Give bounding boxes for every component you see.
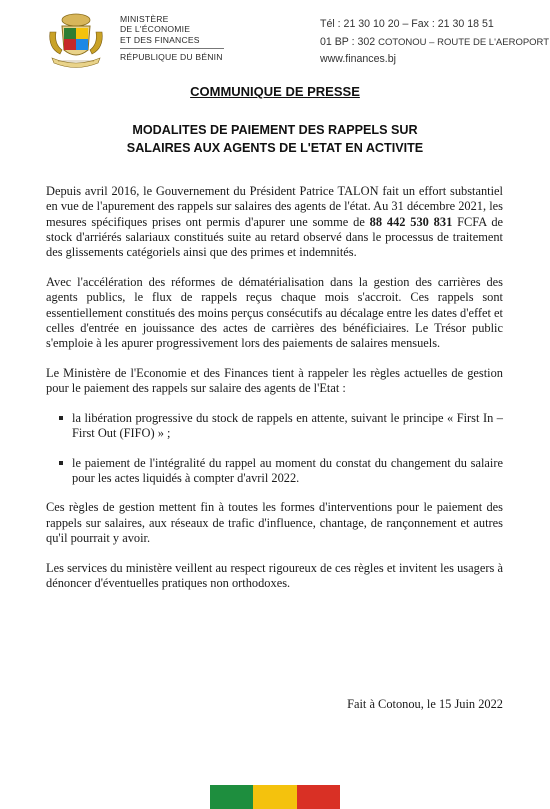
square-bullet-icon <box>59 416 63 420</box>
republic-label: RÉPUBLIQUE DU BÉNIN <box>120 52 223 63</box>
flag-red-stripe <box>297 785 340 809</box>
ministry-block <box>120 14 224 63</box>
website-link[interactable]: www.finances.bj <box>320 53 396 65</box>
paragraph-3: Le Ministère de l'Economie et des Finances tient à rappeler les règles actuelles de gestion pour le paiement des rappels sur salaire des agents de l'Etat : <box>46 365 503 396</box>
letterhead <box>0 0 550 80</box>
street-address: COTONOU – ROUTE DE L'AEROPORT <box>378 36 550 48</box>
signature-line: Fait à Cotonou, le 15 Juin 2022 <box>347 697 503 711</box>
paragraph-2: Avec l'accélération des réformes de dématérialisation dans la gestion des carrières des agents publics, le flux de rappels reçus chaque mois s'accroit. Ces rappels sont essentiellement constitués des moins perçus consécutifs au décalage entre les dates d'effet et celles d'entrée en jouissance des actes de carrières des bénéficiaires. Le Trésor public s'emploie à les apurer progressivement lors des paiements de salaires mensuels. <box>46 274 503 351</box>
flag-stripe-footer <box>210 785 340 809</box>
paragraph-4: Ces règles de gestion mettent fin à toutes les formes d'interventions pour le paiement des rappels sur salaires, aux réseaux de trafic d'influence, chantage, de rançonnement et autres qu'il pourrait y avoir. <box>46 500 503 545</box>
square-bullet-icon <box>59 461 63 465</box>
phone-fax: Tél : 21 30 10 20 – Fax : 21 30 18 51 <box>320 18 494 30</box>
coat-of-arms-emblem <box>44 12 108 70</box>
list-item-text: le paiement de l'intégralité du rappel au moment du constat du changement du salaire pour les actes liquidés à compter d'avril 2022. <box>72 455 503 485</box>
paragraph-1 <box>46 184 503 260</box>
list-item-text: la libération progressive du stock de rappels en attente, suivant le principe « First In – First Out (FIFO) » ; <box>72 411 503 441</box>
paragraph-5: Les services du ministère veillent au respect rigoureux de ces règles et invitent les usagers à dénoncer d'éventuelles pratiques non orthodoxes. <box>46 560 503 590</box>
ministry-line-1: MINISTÈRE <box>120 14 169 24</box>
ministry-line-2: DE L'ÉCONOMIE <box>120 24 191 35</box>
list-item <box>46 456 503 487</box>
ministry-line-3: ET DES FINANCES <box>120 34 200 45</box>
press-release-label: COMMUNIQUE DE PRESSE <box>190 84 360 99</box>
flag-yellow-stripe <box>253 785 296 809</box>
flag-green-stripe <box>210 785 253 809</box>
paragraph-1-start: Depuis avril 2016, le Gouvernement du Président Patrice TALON fait un effort substantiel en vue de l'apurement des rappels sur salaires des agents de l'état. Au 31 décembre 2021, les mesures spécifiques prises ont permis d'apurer une somme de <box>46 184 503 229</box>
arrears-amount: 88 442 530 831 <box>369 214 453 229</box>
title-line-1: MODALITES DE PAIEMENT DES RAPPELS SUR <box>132 123 418 137</box>
rules-list <box>46 411 503 486</box>
contact-block <box>320 16 549 69</box>
paragraph-1-end: FCFA de stock d'arriérés salariaux constitués suite au retard observé dans le processus de traitement des glissements catégoriels ainsi que des primes et indemnités. <box>46 214 504 260</box>
document-title <box>0 121 550 157</box>
list-item <box>46 411 503 442</box>
title-line-2: SALAIRES AUX AGENTS DE L'ETAT EN ACTIVITE <box>126 141 424 155</box>
document-body <box>46 184 503 606</box>
ministry-divider <box>120 48 224 49</box>
po-box: 01 BP : 302 <box>320 35 376 48</box>
postal-address <box>320 34 549 52</box>
